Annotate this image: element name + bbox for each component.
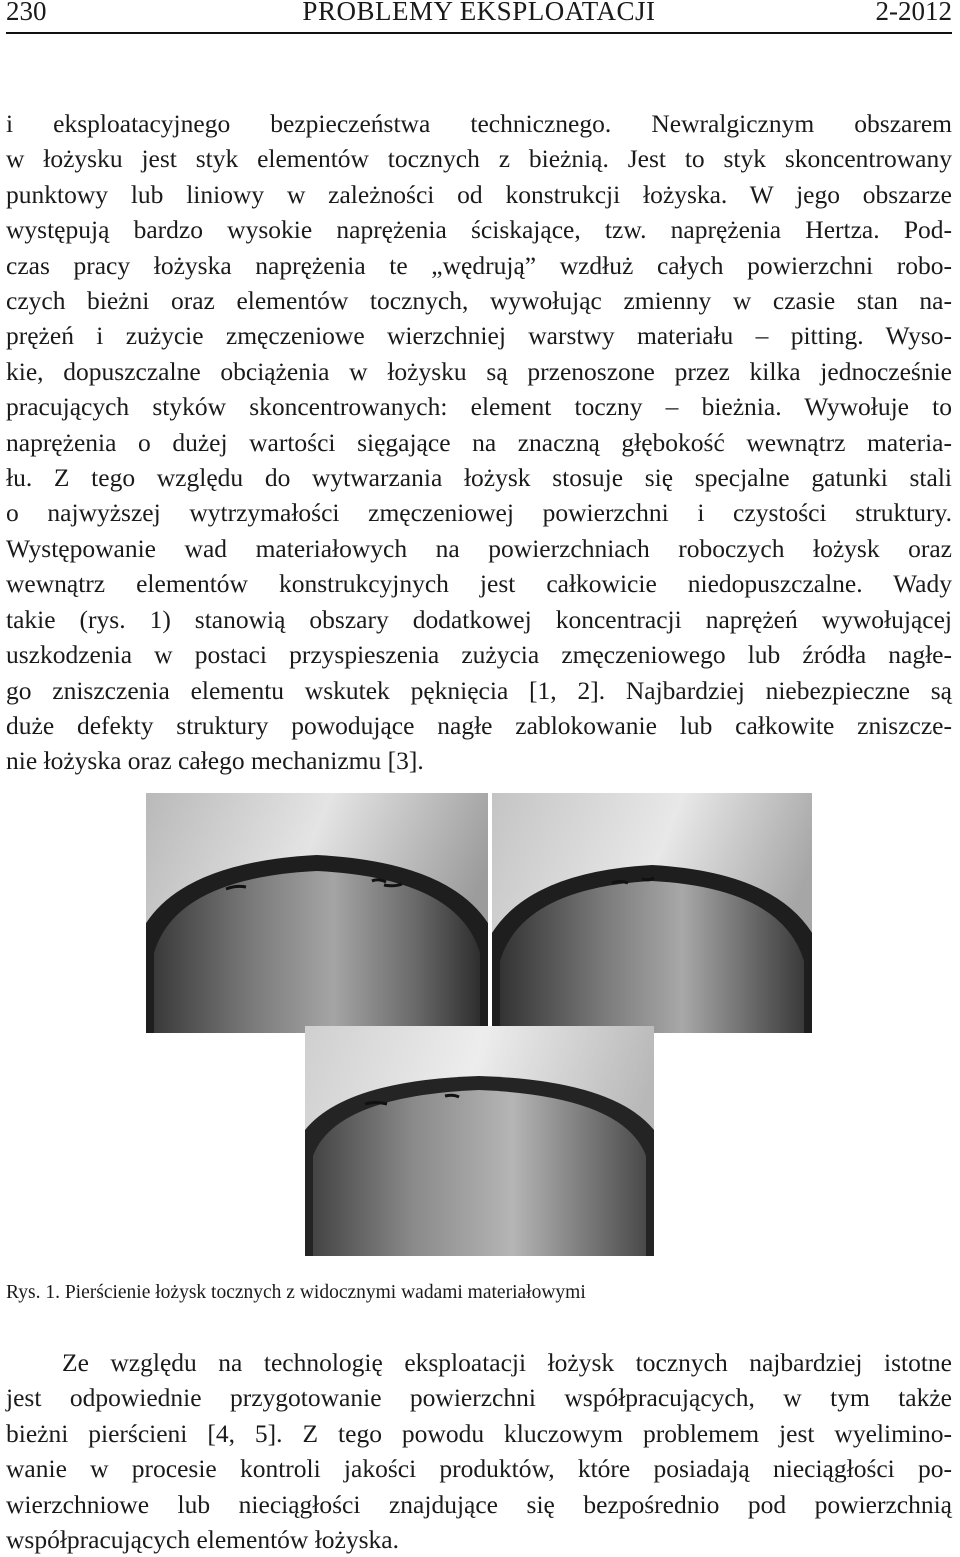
text-line: duże defekty struktury powodujące nagłe zablokowanie lub całkowite zniszcze- xyxy=(6,710,952,740)
text-line: uszkodzenia w postaci przyspieszenia zużycia zmęczeniowego lub źródła nagłe- xyxy=(6,640,952,670)
text-line: punktowy lub liniowy w zależności od konstrukcji łożyska. W jego obszarze xyxy=(6,179,952,209)
text-line: jest odpowiednie przygotowanie powierzchni współpracujących, w tym także xyxy=(6,1383,952,1413)
text-line: wierzchniowe lub nieciągłości znajdujące się bezpośrednio pod powierzchnią xyxy=(6,1489,952,1519)
text-line: go zniszczenia elementu wskutek pęknięcia [1, 2]. Najbardziej niebezpieczne są xyxy=(6,675,952,705)
text-line: występują bardzo wysokie naprężenia ściskające, tzw. naprężenia Hertza. Pod- xyxy=(6,215,952,245)
header-rule xyxy=(6,32,952,34)
paragraph-1 xyxy=(6,106,952,779)
journal-title: PROBLEMY EKSPLOATACJI xyxy=(302,0,656,26)
text-line: współpracujących elementów łożyska. xyxy=(6,1525,399,1555)
page-number: 230 xyxy=(6,0,47,26)
text-line: łu. Z tego względu do wytwarzania łożysk stosuje się specjalne gatunki stali xyxy=(6,463,952,493)
text-line: i eksploatacyjnego bezpieczeństwa technicznego. Newralgicznym obszarem xyxy=(6,109,952,138)
text-line: Występowanie wad materiałowych na powierzchniach roboczych łożysk oraz xyxy=(6,533,952,563)
figure-caption: Rys. 1. Pierścienie łożysk tocznych z widocznymi wadami materiałowymi xyxy=(6,1282,586,1303)
text-line: naprężenia o dużej wartości sięgające na znaczną głębokość wewnątrz materia- xyxy=(6,427,952,457)
text-line: czych bieżni oraz elementów tocznych, wywołując zmienny w czasie stan na- xyxy=(6,286,952,316)
bearing-ring-photo-1 xyxy=(146,793,488,1033)
text-line: kie, dopuszczalne obciążenia w łożysku są przenoszone przez kilka jednocześnie xyxy=(6,356,952,386)
text-line: takie (rys. 1) stanowią obszary dodatkowej koncentracji naprężeń wywołującej xyxy=(6,604,952,634)
running-header xyxy=(6,0,952,28)
issue-number: 2-2012 xyxy=(875,0,952,26)
text-line: wewnątrz elementów konstrukcyjnych jest całkowicie niedopuszczalne. Wady xyxy=(6,569,952,599)
bearing-ring-photo-3 xyxy=(305,1026,654,1256)
text-line: Ze względu na technologię eksploatacji łożysk tocznych najbardziej istotne xyxy=(62,1348,952,1377)
text-line: w łożysku jest styk elementów tocznych z bieżnią. Jest to styk skoncentrowany xyxy=(6,144,952,174)
text-line: prężeń i zużycie zmęczeniowe wierzchniej warstwy materiału – pitting. Wyso- xyxy=(6,321,952,351)
text-line: wanie w procesie kontroli jakości produktów, które posiadają nieciągłości po- xyxy=(6,1454,952,1484)
paragraph-2 xyxy=(6,1345,952,1557)
text-line: nie łożyska oraz całego mechanizmu [3]. xyxy=(6,746,424,776)
text-line: pracujących styków skoncentrowanych: element toczny – bieżnia. Wywołuje to xyxy=(6,392,952,422)
text-line: o najwyższej wytrzymałości zmęczeniowej powierzchni i czystości struktury. xyxy=(6,498,952,528)
text-line: czas pracy łożyska naprężenia te „wędrują” wzdłuż całych powierzchni robo- xyxy=(6,250,952,280)
text-line: bieżni pierścieni [4, 5]. Z tego powodu kluczowym problemem jest wyelimino- xyxy=(6,1418,952,1448)
bearing-ring-photo-2 xyxy=(492,793,812,1033)
